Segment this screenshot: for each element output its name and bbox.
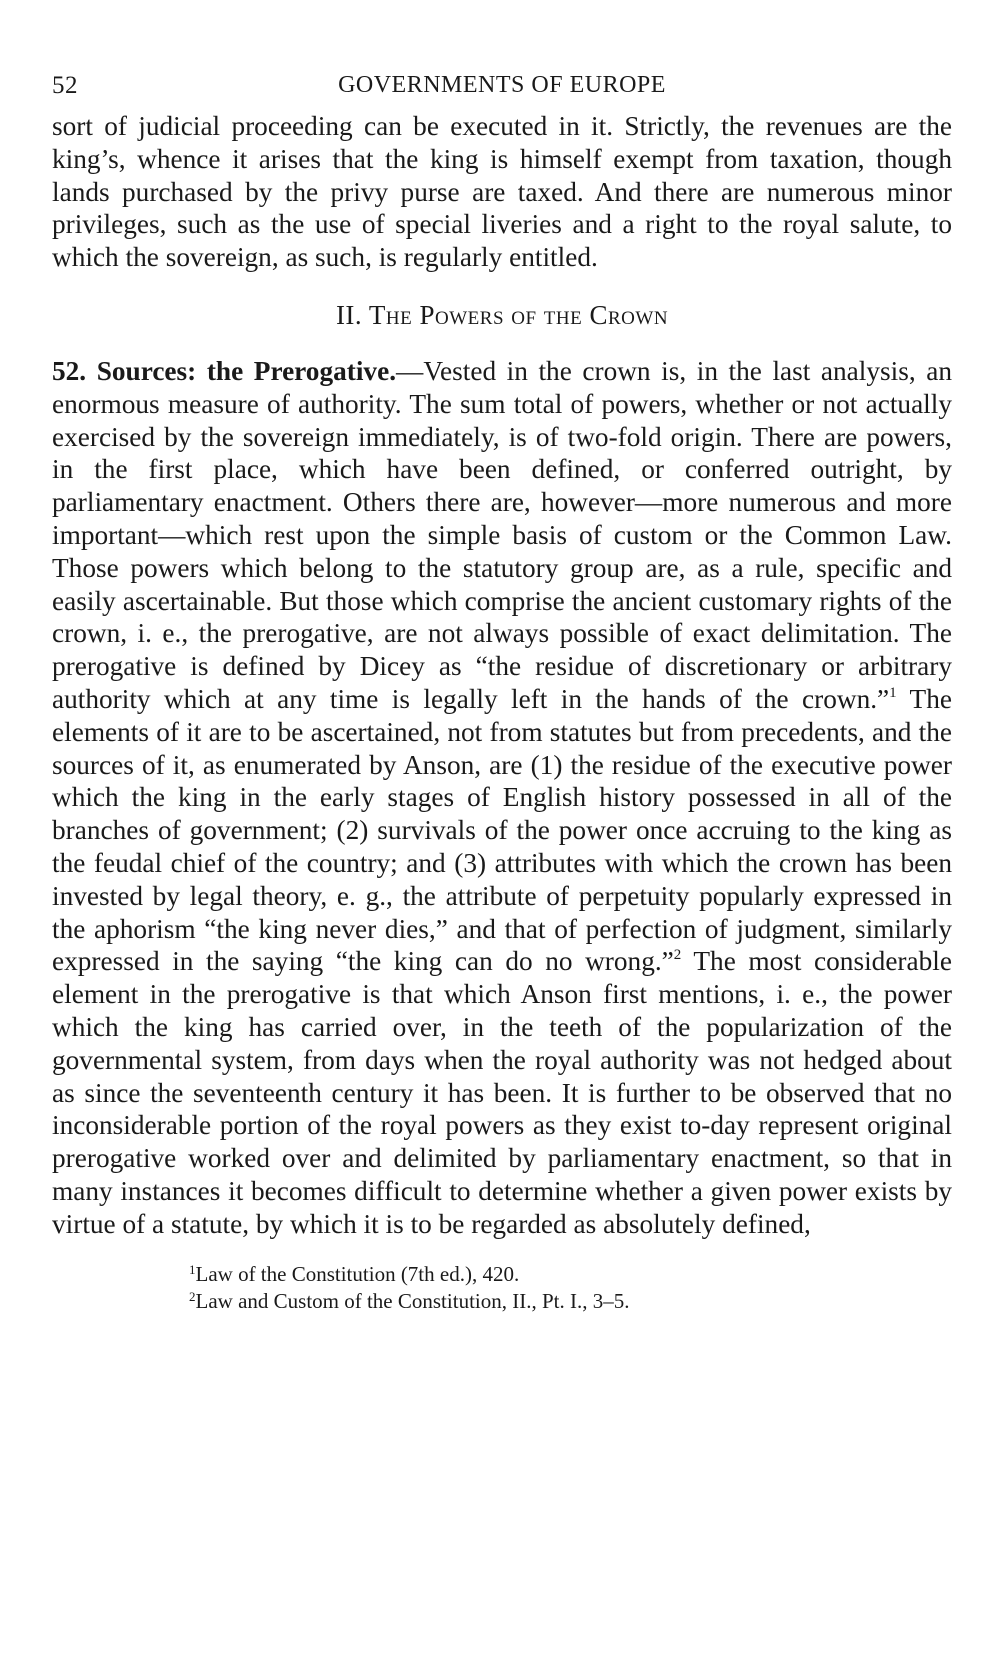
paragraph-text-part-3: The most considerable element in the prerogative is that which Anson first mentions, i. e., the power which the king has carried over, in the teeth of the popularization of the governmental system, from days when the royal authority was not hedged about as since the seventeenth century it has been. It is further to be observed that no inconsiderable portion of the royal powers as they exist to-day represent original prerogative worked over and delimited by parliamentary enactment, so that in many instances it becomes difficult to determine whether a given power exists by virtue of a statute, by which it is to be regarded as absolutely defined, [52, 946, 952, 1239]
footnote-2 [189, 1288, 952, 1315]
footnote-1 [189, 1261, 952, 1288]
footnote-reference-2[interactable]: 2 [673, 947, 682, 964]
running-head [52, 70, 952, 110]
section-52-paragraph [52, 355, 952, 1241]
footnote-mark: 1 [189, 1261, 196, 1277]
page-number: 52 [52, 72, 78, 99]
section-heading: II. The Powers of the Crown [335, 299, 669, 330]
footnote-text: Law of the Constitution (7th ed.), 420. [195, 1261, 520, 1286]
paragraph-text-part-2: The elements of it are to be ascertained, not from statutes but from precedents, and the sources of it, as enumerated by Anson, are (1) the residue of the executive power which the king in the early stages of English history possessed in all of the branches of government; (2) survivals of the power once accruing to the king as the feudal chief of the country; and (3) attributes with which the crown has been invested by legal theory, e. g., the attribute of perpetuity popularly expressed in the aphorism “the king never dies,” and that of perfection of judgment, similarly expressed in the saying “the king can do no wrong.” [52, 683, 952, 977]
footnote-reference-1[interactable]: 1 [889, 684, 897, 701]
footnotes [52, 1261, 952, 1315]
footnote-mark: 2 [189, 1288, 196, 1304]
paragraph-text-part-1: —Vested in the crown is, in the last analysis, an enormous measure of authority. The sum total of powers, whether or not actually exercised by the sovereign immediately, is of two-fold origin. There are powers, in the first place, which have been defined, or conferred outright, by parliamentary enactment. Others there are, however—more numerous and more important—which rest upon the simple basis of custom or the Common Law. Those powers which belong to the statutory group are, as a rule, specific and easily ascertainable. But those which comprise the ancient customary rights of the crown, i. e., the prerogative, are not always possible of exact delimitation. The prerogative is defined by Dicey as “the residue of discretionary or arbitrary authority which at any time is legally left in the hands of the crown.” [52, 355, 952, 714]
opening-paragraph: sort of judicial proceeding can be executed in it. Strictly, the revenues are the king’s, whence it arises that the king is himself exempt from taxation, though lands purchased by the privy purse are taxed. And there are numerous minor privileges, such as the use of special liveries and a right to the royal salute, to which the sovereign, as such, is regularly entitled. [52, 111, 952, 273]
paragraph-heading: Sources: the Prerogative. [96, 355, 397, 386]
running-title: GOVERNMENTS OF EUROPE [338, 72, 666, 98]
footnote-text: Law and Custom of the Constitution, II., Pt. I., 3–5. [195, 1288, 630, 1313]
paragraph-number: 52. [52, 355, 87, 386]
book-page [52, 70, 952, 1315]
